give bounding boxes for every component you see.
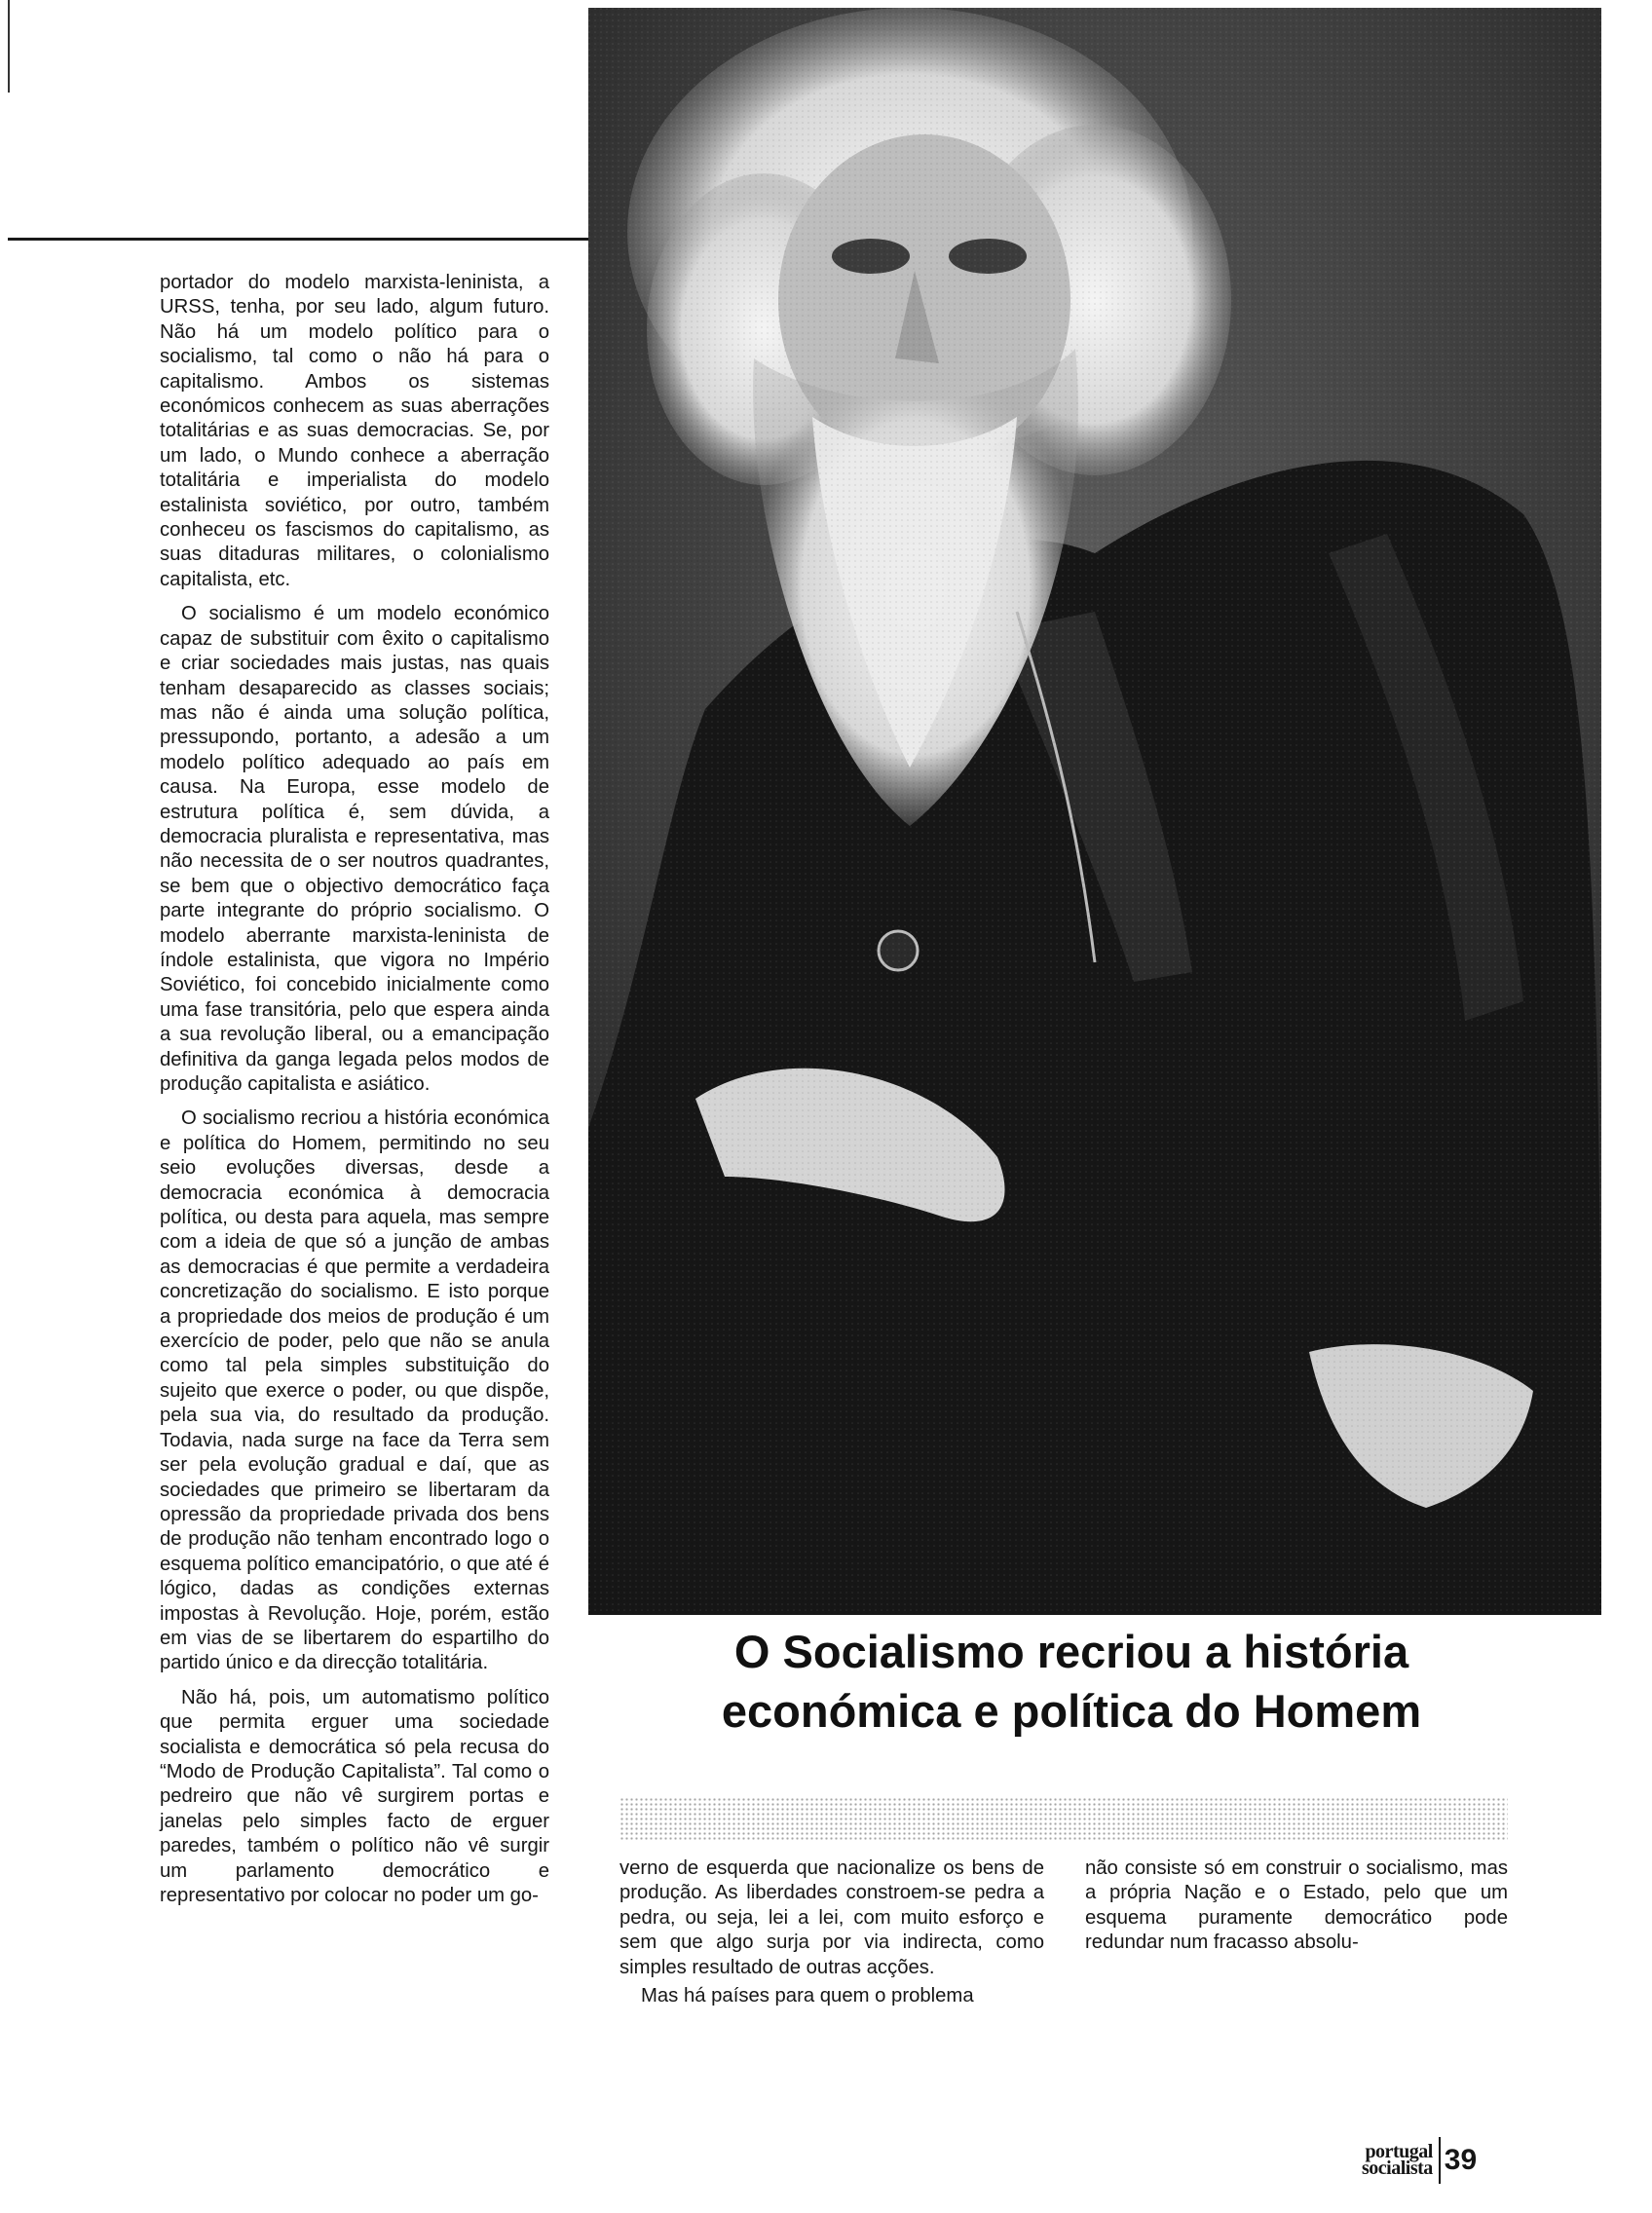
left-column (160, 271, 549, 1918)
magazine-logo (1362, 2141, 1433, 2179)
right-column (1085, 1857, 1508, 1960)
logo-line: socialista (1362, 2157, 1433, 2179)
logo-line: portugal (1365, 2141, 1433, 2162)
left-margin-rule (8, 0, 10, 93)
paragraph: O socialismo é um modelo económico capaz de substituir com êxito o capitalismo e criar sociedades mais justas, nas quais tenham desaparecido as classes sociais; mas não é ainda uma solução política, pressupondo, portanto, a adesão a um modelo político adequado ao país em causa. Na Europa, esse modelo de estrutura política é, sem dúvida, a democracia pluralista e representativa, mas não necessita de o ser noutros quadrantes, se bem que o objectivo democrático faça parte integrante do próprio socialismo. O modelo aberrante marxista-leninista de índole estalinista, que vigora no Império Soviético, foi concebido inicialmente como uma fase transitória, pelo que espera ainda a sua revolução liberal, ou a emancipação definitiva da ganga legada pelos modos de produção capitalista e asiático. (160, 603, 549, 1095)
dot-screen-band (620, 1797, 1508, 1840)
paragraph: portador do modelo marxista-leninista, a URSS, tenha, por seu lado, algum futuro. Não há um modelo político para o socialismo, tal como o não há para o capitalismo. Ambos os sistemas económicos conhecem as suas aberrações totalitárias e as suas democracias. Se, por um lado, o Mundo conhece a aberração totalitária e imperialista do modelo estalinista soviético, por outro, também conheceu os fascismos do capitalismo, as suas ditaduras militares, o colonialismo capitalista, etc. (160, 272, 549, 590)
paragraph: verno de esquerda que nacionalize os bens de produção. As liberdades constroem-se pedra a pedra, ou seja, lei a lei, com muito esforço e sem que algo surja por via indirecta, como simples resultado de outras acções. (620, 1857, 1044, 1978)
page-footer (1362, 2135, 1477, 2186)
page-number-divider (1439, 2137, 1441, 2184)
top-rule (8, 238, 588, 241)
paragraph: Mas há países para quem o problema (641, 1985, 974, 2007)
paragraph: O socialismo recriou a história económica e política do Homem, permitindo no seu seio evoluções diversas, desde a democracia económica à democracia política, ou desta para aquela, mas sempre com a ideia de que só a junção de ambas as democracias é que permite a verdadeira concretização do socialismo. E isto porque a propriedade dos meios de produção é um exercício de poder, pelo que não se anula como tal pela simples substituição do sujeito que exerce o poder, ou que dispõe, pela sua via, do resultado da produção. Todavia, nada surge na face da Terra sem ser pela evolução gradual e daí, que as sociedades que primeiro se libertaram da opressão da propriedade privada dos bens de produção não tenham encontrado logo o esquema político emancipatório, o que até é lógico, dadas as condições externas impostas à Revolução. Hoje, porém, estão em vias de se libertarem do espartilho do partido único e da direcção totalitária. (160, 1107, 549, 1674)
headline: O Socialismo recriou a história económica e política do Homem (721, 1626, 1422, 1737)
page-number: 39 (1444, 2144, 1478, 2176)
portrait-photo (588, 8, 1601, 1615)
paragraph: Não há, pois, um automatismo político que permita erguer uma sociedade socialista e democrática só pela recusa do “Modo de Produção Capitalista”. Tal como o pedreiro que não vê surgirem portas e janelas pelo simples facto de erguer paredes, também o político não vê surgir um parlamento democrático e representativo por colocar no poder um go- (160, 1686, 549, 1906)
middle-column (620, 1857, 1044, 2012)
paragraph: não consiste só em construir o socialismo, mas a própria Nação e o Estado, pelo que um esquema puramente democrático pode redundar num fracasso absolu- (1085, 1857, 1508, 1954)
